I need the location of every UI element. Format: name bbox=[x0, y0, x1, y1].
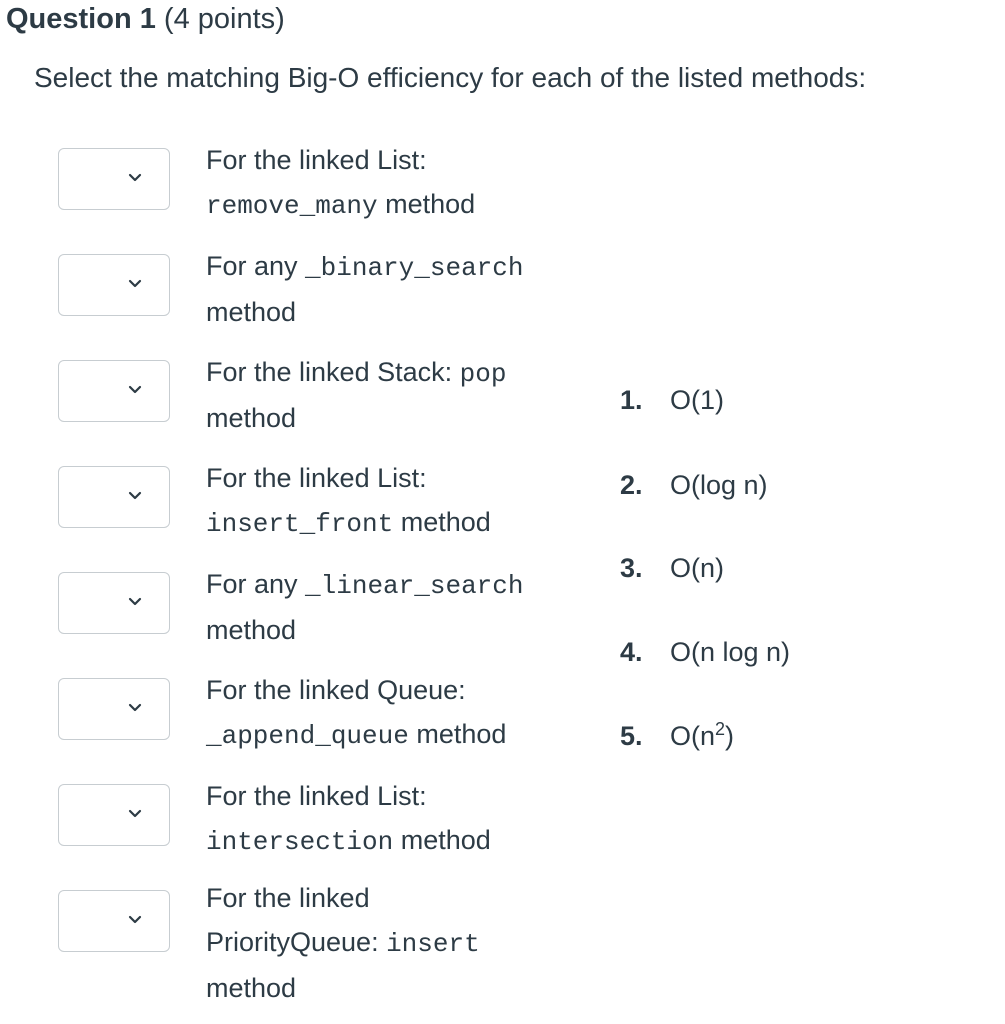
method-code: intersection bbox=[206, 827, 394, 857]
method-code: _binary_search bbox=[305, 253, 524, 283]
match-prompt bbox=[206, 138, 586, 228]
answer-text: O(log n) bbox=[670, 470, 768, 500]
prompt-text: For the linked List: bbox=[206, 145, 427, 175]
prompt-text: For the linked List: bbox=[206, 463, 427, 493]
prompt-text: method bbox=[206, 297, 297, 327]
method-code: insert_front bbox=[206, 509, 394, 539]
prompt-text: For the linked Stack: bbox=[206, 357, 460, 387]
match-prompt bbox=[206, 244, 586, 334]
answer-select[interactable] bbox=[58, 784, 170, 846]
question-prompt: Select the matching Big-O efficiency for each of the listed methods: bbox=[34, 62, 867, 93]
prompt-text: PriorityQueue: bbox=[206, 927, 387, 957]
answer-option bbox=[620, 465, 920, 505]
answer-text: O(1) bbox=[670, 385, 724, 415]
method-code: remove_many bbox=[206, 191, 378, 221]
match-prompt bbox=[206, 562, 586, 652]
chevron-down-icon bbox=[127, 912, 143, 928]
question-points: (4 points) bbox=[163, 3, 285, 35]
answer-select[interactable] bbox=[58, 148, 170, 210]
answer-text-close: ) bbox=[725, 721, 735, 751]
answer-exponent: 2 bbox=[715, 719, 726, 739]
answer-option bbox=[620, 632, 920, 672]
prompt-text: For any bbox=[206, 569, 306, 599]
method-code: _linear_search bbox=[305, 571, 524, 601]
question-title: Question 1 bbox=[6, 3, 156, 35]
prompt-text: method bbox=[377, 189, 476, 219]
chevron-down-icon bbox=[127, 382, 143, 398]
answer-number: 2. bbox=[620, 470, 643, 500]
match-prompt bbox=[206, 668, 586, 758]
answer-select[interactable] bbox=[58, 572, 170, 634]
method-code: _append_queue bbox=[206, 721, 409, 751]
prompt-text: method bbox=[393, 825, 491, 855]
prompt-text: method bbox=[408, 719, 507, 749]
match-prompt bbox=[206, 774, 586, 864]
match-prompt bbox=[206, 350, 586, 440]
chevron-down-icon bbox=[127, 594, 143, 610]
answer-text: O(n) bbox=[670, 553, 724, 583]
answer-select[interactable] bbox=[58, 466, 170, 528]
chevron-down-icon bbox=[127, 806, 143, 822]
chevron-down-icon bbox=[127, 170, 143, 186]
answer-select[interactable] bbox=[58, 678, 170, 740]
answer-text: O(n log n) bbox=[670, 637, 791, 667]
answer-select[interactable] bbox=[58, 254, 170, 316]
prompt-text: For the linked List: bbox=[206, 781, 427, 811]
match-prompt bbox=[206, 876, 586, 1010]
question-header bbox=[6, 2, 285, 36]
prompt-text: For the linked bbox=[206, 883, 370, 913]
answer-number: 1. bbox=[620, 385, 643, 415]
chevron-down-icon bbox=[127, 488, 143, 504]
method-code: insert bbox=[386, 929, 480, 959]
prompt-text: method bbox=[393, 507, 491, 537]
method-code: pop bbox=[459, 359, 507, 389]
prompt-text: method bbox=[206, 403, 297, 433]
answer-select[interactable] bbox=[58, 890, 170, 952]
answer-option bbox=[620, 716, 920, 756]
match-prompt bbox=[206, 456, 586, 546]
answer-text bbox=[670, 721, 734, 751]
answer-number: 4. bbox=[620, 637, 643, 667]
chevron-down-icon bbox=[127, 700, 143, 716]
answer-text-base: O(n bbox=[670, 721, 716, 751]
answer-select[interactable] bbox=[58, 360, 170, 422]
answer-number: 3. bbox=[620, 553, 643, 583]
answer-option bbox=[620, 380, 920, 420]
prompt-text: For the linked Queue: bbox=[206, 675, 466, 705]
answer-number: 5. bbox=[620, 721, 643, 751]
prompt-text: method bbox=[206, 973, 297, 1003]
answer-option bbox=[620, 548, 920, 588]
prompt-text: method bbox=[206, 615, 297, 645]
prompt-text: For any bbox=[206, 251, 306, 281]
chevron-down-icon bbox=[127, 276, 143, 292]
